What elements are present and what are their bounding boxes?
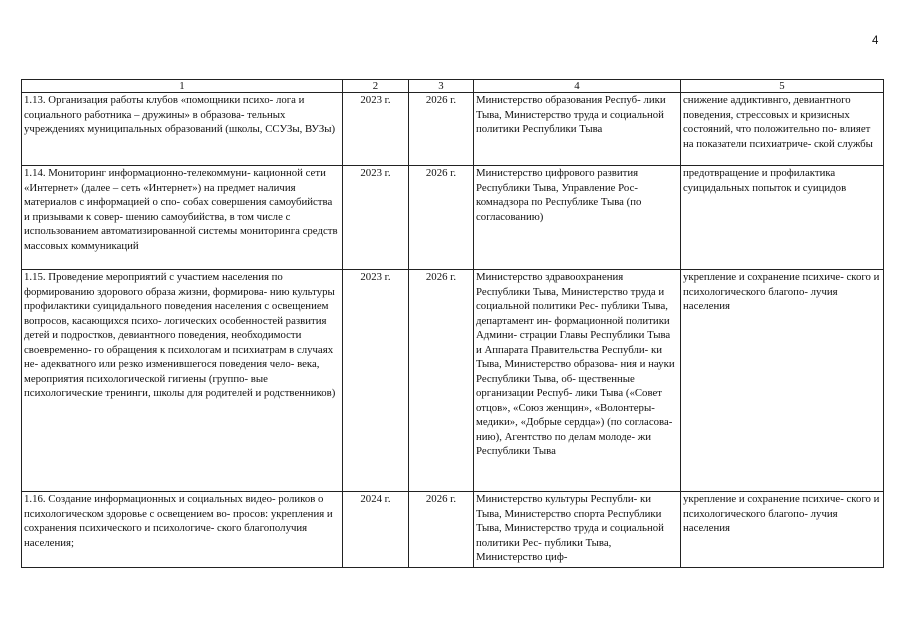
start-year-cell: 2023 г. — [343, 93, 409, 166]
column-header: 4 — [474, 80, 681, 93]
end-year-cell: 2026 г. — [409, 492, 474, 568]
column-header: 2 — [343, 80, 409, 93]
table-row — [22, 270, 884, 492]
column-header: 5 — [681, 80, 884, 93]
result-cell: укрепление и сохранение психиче- ского и психологического благопо- лучия населения — [681, 492, 884, 568]
column-header: 1 — [22, 80, 343, 93]
executors-cell: Министерство культуры Республи- ки Тыва, Министерство спорта Республики Тыва, Министерство труда и социальной политики Рес- публики Тыва, Министерство циф- — [474, 492, 681, 568]
result-cell: укрепление и сохранение психиче- ского и психологического благопо- лучия населения — [681, 270, 884, 492]
column-header: 3 — [409, 80, 474, 93]
end-year-cell: 2026 г. — [409, 270, 474, 492]
table-row — [22, 166, 884, 270]
measure-cell: 1.13. Организация работы клубов «помощники психо- лога и социального работника – дружины» в образова- тельных учреждениях муниципальных образований (школы, ССУЗы, ВУЗы) — [22, 93, 343, 166]
start-year-cell: 2024 г. — [343, 492, 409, 568]
table-row — [22, 93, 884, 166]
table-row — [22, 492, 884, 568]
end-year-cell: 2026 г. — [409, 93, 474, 166]
result-cell: снижение аддиктивнго, девиантного поведения, стрессовых и кризисных состояний, что положительно по- влияет на показатели психиатриче- ской службы — [681, 93, 884, 166]
action-plan-table — [21, 79, 884, 568]
measure-cell: 1.15. Проведение мероприятий с участием населения по формированию здорового образа жизни, формирова- нию культуры профилактики суицидального поведения населения с освещением вопросов, касающихся психо- логических особенностей развития детей и подростков, девиантного поведения, необходимости своевременно- го обращения к психологам и психиатрам в случаях не- адекватного или резко изменившегося поведения чело- века, мероприятия психологической гигиены (группо- вые психологические тренинги, школы для родителей и родственников) — [22, 270, 343, 492]
executors-cell: Министерство здравоохранения Республики Тыва, Министерство труда и социальной политики Рес- публики Тыва, департамент ин- формационной политики Админи- страции Главы Республики Тыва и Аппарата Правительства Республи- ки Тыва, Министерство образова- ния и науки Республики Тыва, об- щественные организации Респуб- лики Тыва («Совет отцов», «Союз женщин», «Волонтеры-медики», «Добрые сердца») (по согласова- нию), Агентство по делам молоде- жи Республики Тыва — [474, 270, 681, 492]
executors-cell: Министерство образования Респуб- лики Тыва, Министерство труда и социальной политики Республики Тыва — [474, 93, 681, 166]
start-year-cell: 2023 г. — [343, 270, 409, 492]
measure-cell: 1.16. Создание информационных и социальных видео- роликов о психологическом здоровье с освещением во- просов: укрепления и сохранения психического и психологиче- ского благополучия населения; — [22, 492, 343, 568]
page-number: 4 — [872, 35, 879, 47]
result-cell: предотвращение и профилактика суицидальных попыток и суицидов — [681, 166, 884, 270]
start-year-cell: 2023 г. — [343, 166, 409, 270]
end-year-cell: 2026 г. — [409, 166, 474, 270]
measure-cell: 1.14. Мониторинг информационно-телекоммуни- кационной сети «Интернет» (далее – сеть «Интернет») на предмет наличия материалов с информацией о спо- собах совершения самоубийства и призывами к совер- шению самоубийства, в том числе с использованием автоматизированной системы мониторинга средств массовых коммуникаций — [22, 166, 343, 270]
table-header-row — [22, 80, 884, 93]
executors-cell: Министерство цифрового развития Республики Тыва, Управление Рос- комнадзора по Республике Тыва (по согласованию) — [474, 166, 681, 270]
